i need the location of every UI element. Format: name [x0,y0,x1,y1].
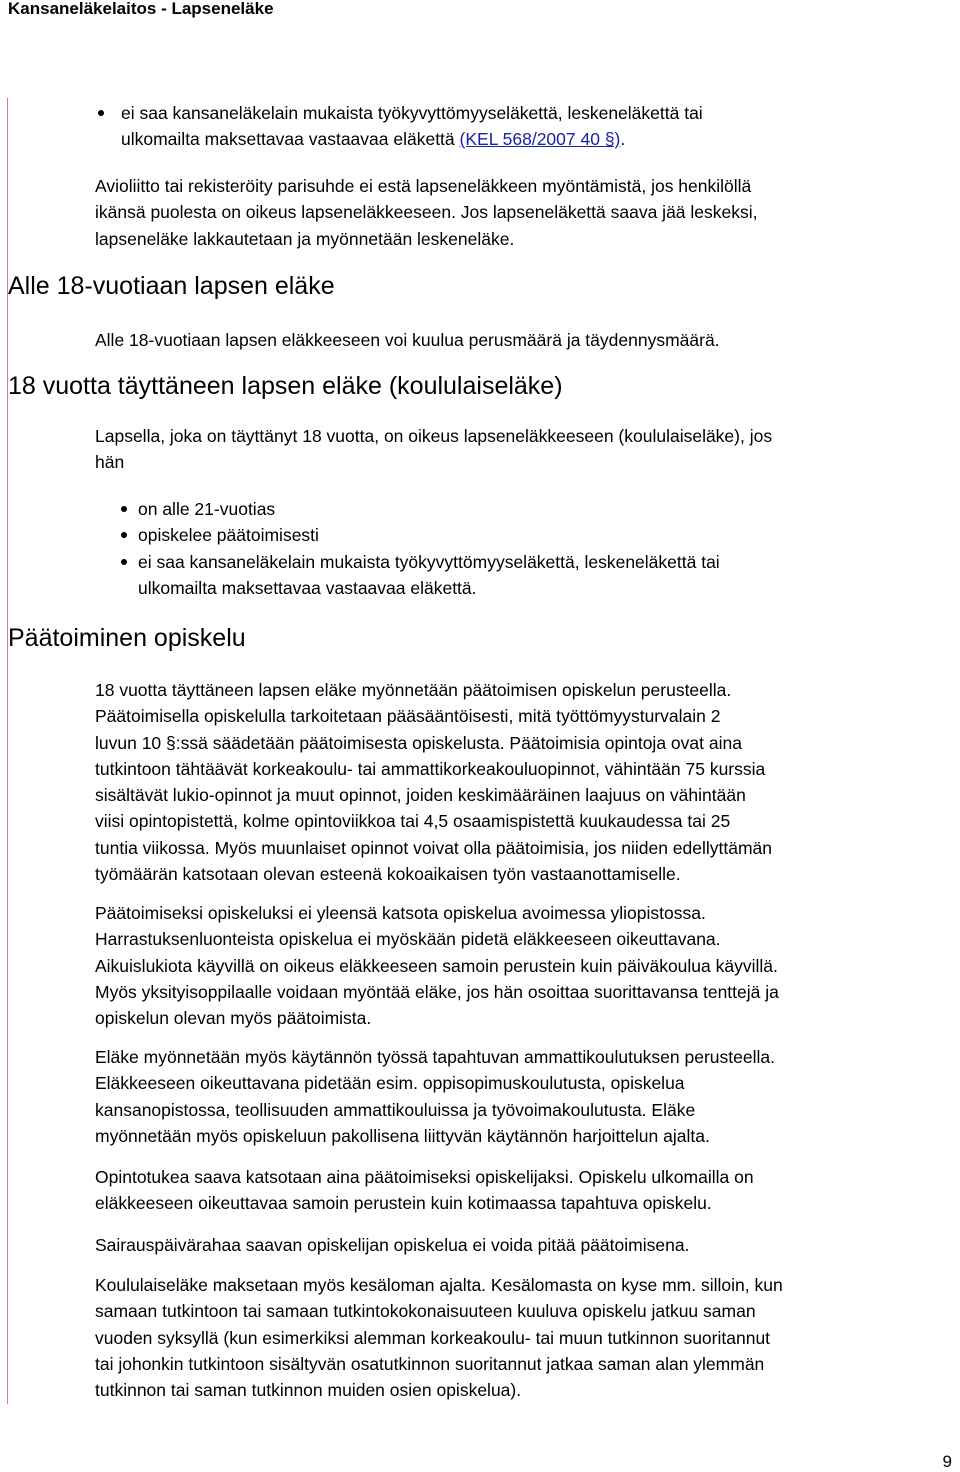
paragraph-line: tutkinnon tai saman tutkinnon muiden osien opiskelua). [95,1380,522,1401]
fulltime-paragraph-6 [95,1272,955,1403]
paragraph-line: Myös yksityisoppilaalle voidaan myöntää eläke, jos hän osoittaa suorittavansa tenttejä ja [95,981,779,1002]
paragraph-line: tutkintoon tähtäävät korkeakoulu- tai ammattikorkeakouluopinnot, vähintään 75 kurssia [95,758,766,779]
paragraph-line: vuoden syksyllä (kun esimerkiksi alemman korkeakoulu- tai muun tutkinnon suoritannut [95,1327,771,1348]
paragraph-line: Päätoimisella opiskelulla tarkoitetaan pääsääntöisesti, mitä työttömyysturvalain 2 [95,706,721,727]
fulltime-paragraph-5 [95,1232,955,1258]
paragraph-line: tuntia viikossa. Myös muunlaiset opinnot voivat olla päätoimisia, jos niiden edellyttämän [95,837,773,858]
page-header-title: Kansaneläkelaitos - Lapseneläke [8,0,274,18]
bullet-line: ulkomailta maksettavaa vastaavaa eläkettä. [138,577,477,598]
list-item [95,549,720,602]
paragraph-line: Sairauspäivärahaa saavan opiskelijan opiskelua ei voida pitää päätoimisena. [95,1235,690,1255]
paragraph-line: Opintotukea saava katsotaan aina päätoimiseksi opiskelijaksi. Opiskelu ulkomailla on [95,1167,754,1187]
heading-over18: 18 vuotta täyttäneen lapsen eläke (koululaiseläke) [8,372,563,400]
fulltime-paragraph-3 [95,1044,955,1149]
bullet-line: on alle 21-vuotias [138,499,276,519]
bullet-line: ulkomailta maksettavaa vastaavaa eläkettä (KEL 568/2007 40 §). [121,129,626,150]
paragraph-line: lapseneläke lakkautetaan ja myönnetään leskeneläke. [95,228,515,249]
bullet-icon [121,506,127,512]
paragraph-line: hän [95,452,125,473]
intro-paragraph [95,173,955,252]
list-item [95,496,720,522]
over18-criteria-list [95,496,720,601]
paragraph-line: Alle 18-vuotiaan lapsen eläkkeeseen voi kuulua perusmäärä ja täydennysmäärä. [95,330,720,350]
page-number: 9 [942,1452,952,1471]
list-item [95,522,720,548]
bullet-icon [98,110,104,116]
fulltime-paragraph-1 [95,677,955,887]
over18-intro-paragraph [95,423,955,476]
list-item [95,100,703,153]
paragraph-line: opiskelun olevan myös päätoimista. [95,1008,372,1029]
fulltime-paragraph-2 [95,900,955,1031]
paragraph-line: Lapsella, joka on täyttänyt 18 vuotta, on oikeus lapseneläkkeeseen (koululaiseläke), jos [95,426,773,446]
paragraph-line: samaan tutkintoon tai samaan tutkintokokonaisuuteen kuuluva opiskelu jatkuu saman [95,1301,756,1322]
heading-fulltime-study: Päätoiminen opiskelu [8,624,246,652]
top-bullet-list [95,100,703,153]
paragraph-line: Harrastuksenluonteista opiskelua ei myöskään pidetä eläkkeeseen oikeuttavana. [95,929,721,950]
paragraph-line: sisältävät lukio-opinnot ja muut opinnot, joiden keskimääräinen laajuus on vähintään [95,785,746,806]
paragraph-line: työmäärän katsotaan olevan esteenä kokoaikaisen työn vastaanottamiselle. [95,864,681,885]
paragraph-line: viisi opintopistettä, kolme opintoviikkoa tai 4,5 osaamispistettä kuukaudessa tai 25 [95,811,731,832]
bullet-line: ei saa kansaneläkelain mukaista työkyvyttömyyseläkettä, leskeneläkettä tai [121,103,703,123]
paragraph-line: myönnetään myös opiskeluun pakollisena liittyvän käytännön harjoittelun ajalta. [95,1125,710,1146]
bullet-line: ei saa kansaneläkelain mukaista työkyvyttömyyseläkettä, leskeneläkettä tai [138,551,720,572]
paragraph-line: 18 vuotta täyttäneen lapsen eläke myönnetään päätoimisen opiskelun perusteella. [95,680,732,700]
paragraph-line: Aikuislukiota käyvillä on oikeus eläkkeeseen samoin perustein kuin päiväkoulua käyvillä. [95,955,778,976]
paragraph-line: Eläkkeeseen oikeuttavana pidetään esim. oppisopimuskoulutusta, opiskelua [95,1073,685,1094]
bullet-line: opiskelee päätoimisesti [138,525,319,546]
paragraph-line: Eläke myönnetään myös käytännön työssä tapahtuvan ammattikoulutuksen perusteella. [95,1047,775,1067]
under18-paragraph [95,327,955,353]
fulltime-paragraph-4 [95,1164,955,1217]
paragraph-line: Päätoimiseksi opiskeluksi ei yleensä katsota opiskelua avoimessa yliopistossa. [95,903,706,923]
paragraph-line: luvun 10 §:ssä säädetään päätoimisesta opiskelusta. Päätoimisia opintoja ovat aina [95,732,742,753]
paragraph-line: ikänsä puolesta on oikeus lapseneläkkeeseen. Jos lapseneläkettä saava jää leskeksi, [95,202,758,223]
paragraph-line: Koululaiseläke maksetaan myös kesäloman ajalta. Kesälomasta on kyse mm. silloin, kun [95,1275,783,1295]
bullet-icon [121,532,127,538]
paragraph-line: Avioliitto tai rekisteröity parisuhde ei estä lapseneläkkeen myöntämistä, jos henkilöllä [95,176,752,196]
paragraph-line: kansanopistossa, teollisuuden ammattikouluissa ja työvoimakoulutusta. Eläke [95,1099,696,1120]
paragraph-line: tai johonkin tutkintoon sisältyvän osatutkinnon suoritannut jatkaa saman alan ylemmän [95,1353,765,1374]
law-reference-link[interactable]: (KEL 568/2007 40 §) [459,129,621,150]
heading-under18: Alle 18-vuotiaan lapsen eläke [8,272,335,300]
paragraph-line: eläkkeeseen oikeuttavaa samoin perustein kuin kotimaassa tapahtuva opiskelu. [95,1193,712,1214]
bullet-icon [121,559,127,565]
